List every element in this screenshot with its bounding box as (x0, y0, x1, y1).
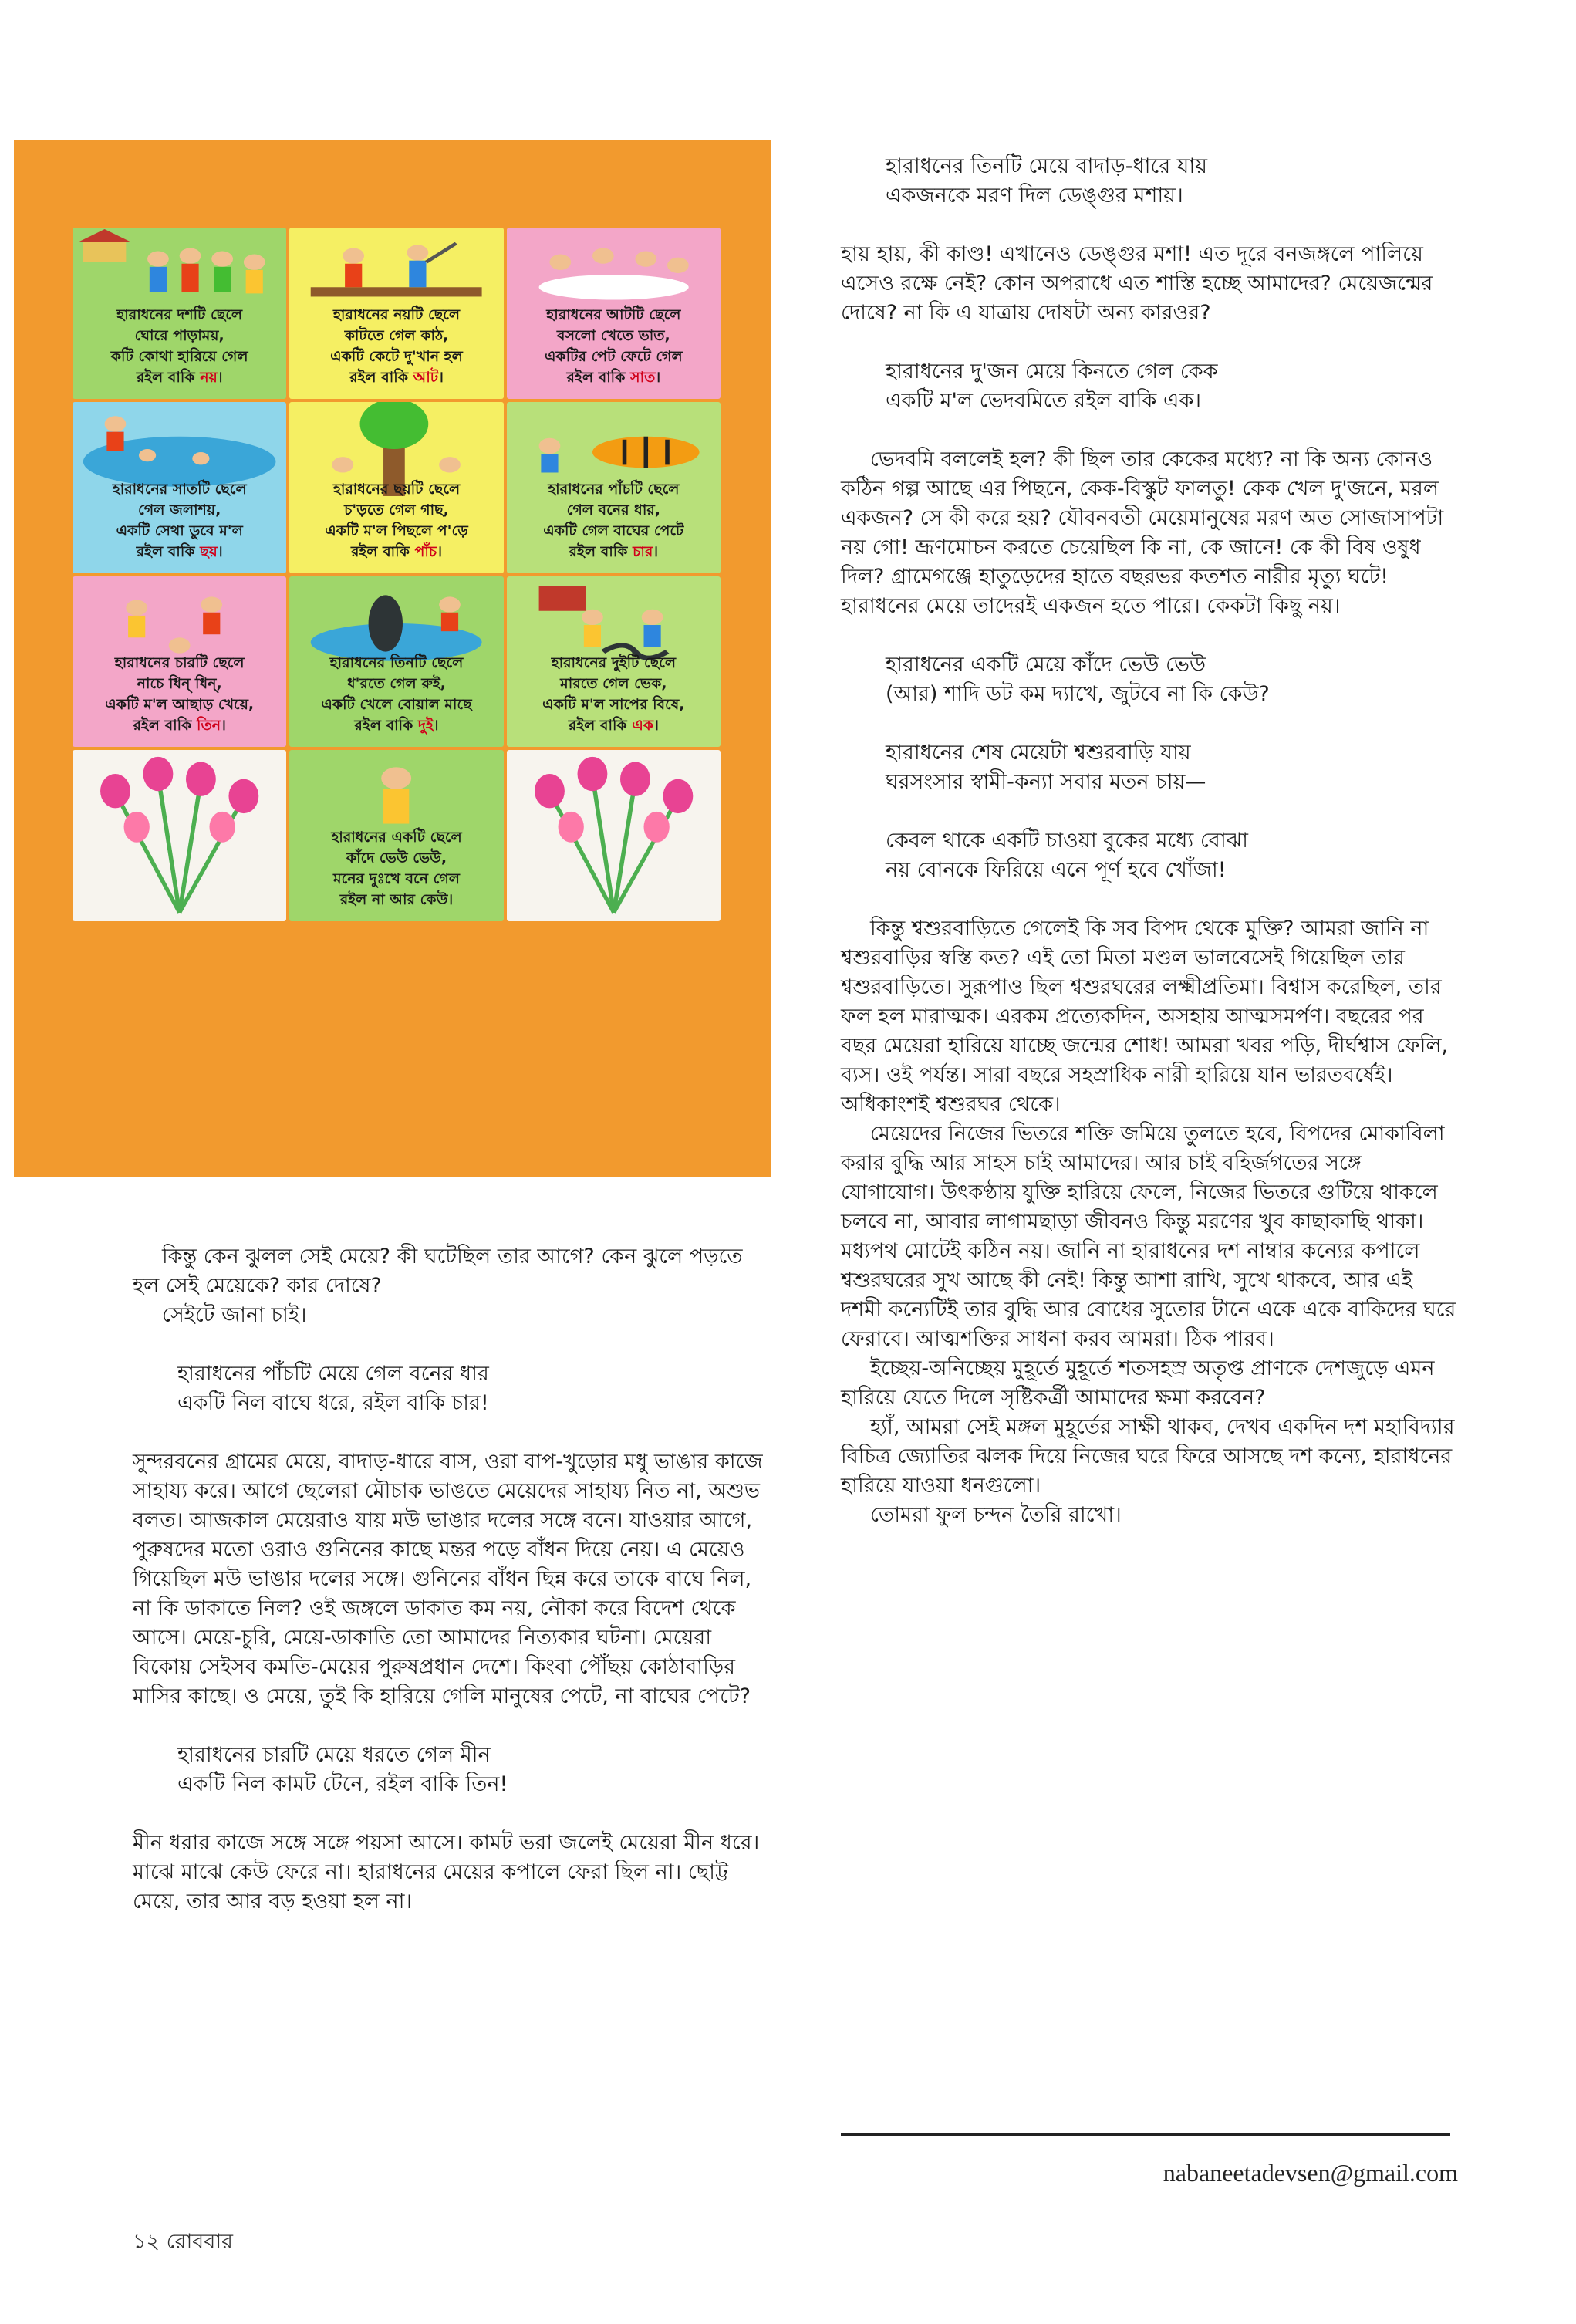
verse-line: (আর) শাদি ডট কম দ্যাখে, জুটবে না কি কেউ? (886, 682, 1270, 706)
panel-5 (289, 402, 503, 573)
verse-stanza (841, 357, 1458, 416)
verse-line: নয় বোনকে ফিরিয়ে এনে পূর্ণ হবে খোঁজা! (886, 858, 1227, 882)
paragraph: কিন্তু কেন ঝুলল সেই মেয়ে? কী ঘটেছিল তার আগে? কেন ঝুলে পড়তে হল সেই মেয়েকে? কার দোষে? (133, 1245, 743, 1298)
verse-line: হারাধনের দু'জন মেয়ে কিনতে গেল কেক (886, 360, 1218, 383)
panel-caption: হারাধনের তিনটি ছেলে ধ'রতে গেল রুই, একটি খেলে বোয়াল মাছে রইল বাকি দুই। (321, 654, 472, 735)
panel-caption: হারাধনের আটটি ছেলে বসলো খেতে ভাত, একটির পেট ফেটে গেল রইল বাকি সাত। (544, 306, 683, 386)
paragraph: ভেদবমি বললেই হল? কী ছিল তার কেকের মধ্যে? না কি অন্য কোনও কঠিন গল্প আছে এর পিছনে, কেক-বিস্কুট ফালতু! কেক খেল দু'জনে, মরল একজন? সে কী করে হয়? যৌবনবতী মেয়েমানুষের মরণ অত সোজাসাপটা নয় গো! ভ্রূণমোচন করতে চেয়েছিল কি না, কে জানে! কে কী বিষ ওষুধ দিল? গ্রামেগঞ্জে হাতুড়েদের হাতে বছরভর কতশত নারীর মৃত্যু ঘটে! হারাধনের মেয়ে তাদেরই একজন হতে পারে। কেকটা কিছু নয়। (841, 448, 1444, 618)
verse-line: একটি ম'ল ভেদবমিতে রইল বাকি এক। (886, 389, 1201, 413)
paragraph: মেয়েদের নিজের ভিতরে শক্তি জমিয়ে তুলতে হবে, বিপদের মোকাবিলা করার বুদ্ধি আর সাহস চাই আমাদের। আর চাই বহির্জগতের সঙ্গে যোগাযোগ। উৎকণ্ঠায় যুক্তি হারিয়ে ফেলে, নিজের ভিতরে গুটিয়ে থাকলে চলবে না, আবার লাগামছাড়া জীবনও কিন্তু মরণের খুব কাছাকাছি থাকা। মধ্যপথ মোটেই কঠিন নয়। জানি না হারাধনের দশ নাম্বার কন্যের কপালে শ্বশুরঘরের সুখ আছে কী নেই! কিন্তু আশা রাখি, সুখে থাকবে, আর এই দশমী কন্যেটিই তার বুদ্ধি আর বোধের সুতোর টানে একে একে বাকিদের ঘরে ফেরাবে। আত্মশক্তির সাধনা করব আমরা। ঠিক পারব। (841, 1122, 1456, 1351)
panel-10 (289, 750, 503, 921)
page-footer: ১২ রোববার (133, 2230, 234, 2254)
tulip-bouquet-image (507, 750, 721, 921)
panel-7 (73, 576, 286, 748)
panel-4 (73, 402, 286, 573)
panel-8 (289, 576, 503, 748)
verse-line: একটি নিল বাঘে ধরে, রইল বাকি চার! (177, 1391, 489, 1415)
verse-line: হারাধনের শেষ মেয়েটা শ্বশুরবাড়ি যায় (886, 741, 1191, 765)
verse-stanza (841, 738, 1458, 797)
paragraph: তোমরা ফুল চন্দন তৈরি রাখো। (870, 1503, 1122, 1527)
verse-stanza (841, 650, 1458, 709)
verse-line: একজনকে মরণ দিল ডেঙ্গুর মশায়। (886, 184, 1183, 208)
panel-caption: হারাধনের ছয়টি ছেলে চ'ড়তে গেল গাছ, একটি ম'ল পিছলে প'ড়ে রইল বাকি পাঁচ। (325, 480, 468, 560)
panel-caption: হারাধনের দুইটি ছেলে মারতে গেল ভেক, একটি ম'ল সাপের বিষে, রইল বাকি এক। (542, 654, 685, 735)
panel-3 (507, 228, 721, 399)
panel-2 (289, 228, 503, 399)
verse-stanza (133, 1360, 765, 1418)
verse-stanza (841, 152, 1458, 211)
verse-line: ঘরসংসার স্বামী-কন্যা সবার মতন চায়— (886, 770, 1206, 794)
tulip-bouquet-image (73, 750, 286, 921)
verse-stanza (133, 1741, 765, 1799)
verse-line: একটি নিল কামট টেনে, রইল বাকি তিন! (177, 1772, 508, 1796)
paragraph: কিন্তু শ্বশুরবাড়িতে গেলেই কি সব বিপদ থেকে মুক্তি? আমরা জানি না শ্বশুরবাড়ির স্বস্তি কত? এই তো মিতা মণ্ডল ভালবেসেই গিয়েছিল তার শ্বশুরবাড়িতে। সুরূপাও ছিল শ্বশুরঘরের লক্ষ্মীপ্রতিমা। বিশ্বাস করেছিল, তার ফল হল মারাত্মক। এরকম প্রত্যেকদিন, অসহায় আত্মসমর্পণ। বছরের পর বছর মেয়েরা হারিয়ে যাচ্ছে জন্মের শোধ! আমরা খবর পড়ি, দীর্ঘশ্বাস ফেলি, ব্যস। ওই পর্যন্ত। সারা বছরে সহস্রাধিক নারী হারিয়ে যান ভারতবর্ষেই। অধিকাংশই শ্বশুরঘর থেকে। (841, 917, 1449, 1116)
panel-9 (507, 576, 721, 748)
panel-1 (73, 228, 286, 399)
verse-stanza (841, 826, 1458, 885)
verse-line: হারাধনের পাঁচটি মেয়ে গেল বনের ধার (177, 1362, 489, 1386)
left-column (133, 1242, 765, 1946)
paragraph: মীন ধরার কাজে সঙ্গে সঙ্গে পয়সা আসে। কামট ভরা জলেই মেয়েরা মীন ধরে। মাঝে মাঝে কেউ ফেরে না। হারাধনের মেয়ের কপালে ফেরা ছিল না। ছোট্ট মেয়ে, তার আর বড় হওয়া হল না। (133, 1831, 760, 1914)
panel-caption: হারাধনের চারটি ছেলে নাচে ধিন্ ধিন্, একটি ম'ল আছাড় খেয়ে, রইল বাকি তিন। (105, 654, 255, 735)
verse-line: কেবল থাকে একটি চাওয়া বুকের মধ্যে বোঝা (886, 829, 1248, 853)
paragraph: ইচ্ছেয়-অনিচ্ছেয় মুহূর্তে মুহূর্তে শতসহস্র অতৃপ্ত প্রাণকে দেশজুড়ে এমন হারিয়ে যেতে দিলে সৃষ্টিকর্ত্রী আমাদের ক্ষমা করবেন? (841, 1356, 1435, 1410)
right-column (841, 152, 1458, 1530)
paragraph: হ্যাঁ, আমরা সেই মঙ্গল মুহূর্তের সাক্ষী থাকব, দেখব একদিন দশ মহাবিদ্যার বিচিত্র জ্যোতির ঝলক দিয়ে নিজের ঘরে ফিরে আসছে দশ কন্যে, হারাধনের হারিয়ে যাওয়া ধনগুলো। (841, 1415, 1455, 1498)
paragraph: সুন্দরবনের গ্রামের মেয়ে, বাদাড়-ধারে বাস, ওরা বাপ-খুড়োর মধু ভাঙার কাজে সাহায্য করে। আগে ছেলেরা মৌচাক ভাঙতে মেয়েদের সাহায্য নিত না, অশুভ বলত। আজকাল মেয়েরাও যায় মউ ভাঙার দলের সঙ্গে বনে। যাওয়ার আগে, পুরুষদের মতো ওরাও গুনিনের কাছে মন্তর পড়ে বাঁধন দিয়ে নেয়। এ মেয়েও গিয়েছিল মউ ভাঙার দলের সঙ্গে। গুনিনের বাঁধন ছিন্ন করে তাকে বাঘে নিল, না কি ডাকাতে নিল? ওই জঙ্গলে ডাকাত কম নয়, নৌকা করে বিদেশ থেকে আসে। মেয়ে-চুরি, মেয়ে-ডাকাতি তো আমাদের নিত্যকার ঘটনা। মেয়েরা বিকোয় সেইসব কমতি-মেয়ের পুরুষপ্রধান দেশে। কিংবা পৌঁছয় কোঠাবাড়ির মাসির কাছে। ও মেয়ে, তুই কি হারিয়ে গেলি মানুষের পেটে, না বাঘের পেটে? (133, 1450, 763, 1708)
paragraph: সেইটে জানা চাই। (162, 1303, 307, 1327)
panel-caption: হারাধনের পাঁচটি ছেলে গেল বনের ধার, একটি গেল বাঘের পেটে রইল বাকি চার। (543, 480, 684, 560)
author-email[interactable]: nabaneetadevsen@gmail.com (1163, 2159, 1458, 2187)
panel-caption: হারাধনের নয়টি ছেলে কাটতে গেল কাঠ, একটি কেটে দু'খান হল রইল বাকি আট। (330, 306, 463, 386)
panel-caption: হারাধনের দশটি ছেলে ঘোরে পাড়াময়, কটি কোথা হারিয়ে গেল রইল বাকি নয়। (110, 306, 248, 386)
rhyme-illustration (14, 140, 771, 1177)
rhyme-panel-grid (73, 228, 721, 1096)
panel-tulips-right (507, 750, 721, 921)
panel-tulips-left (73, 750, 286, 921)
divider (841, 2133, 1450, 2136)
panel-6 (507, 402, 721, 573)
verse-line: হারাধনের তিনটি মেয়ে বাদাড়-ধারে যায় (886, 154, 1208, 178)
panel-caption: হারাধনের একটি ছেলে কাঁদে ভেউ ভেউ, মনের দুঃখে বনে গেল রইল না আর কেউ। (331, 829, 462, 909)
verse-line: হারাধনের একটি মেয়ে কাঁদে ভেউ ভেউ (886, 653, 1206, 677)
paragraph: হায় হায়, কী কাণ্ড! এখানেও ডেঙ্গুর মশা! এত দূরে বনজঙ্গলে পালিয়ে এসেও রক্ষে নেই? কোন অপরাধে এত শাস্তি হচ্ছে আমাদের? মেয়েজন্মের দোষে? না কি এ যাত্রায় দোষটা অন্য কারওর? (841, 242, 1433, 325)
verse-line: হারাধনের চারটি মেয়ে ধরতে গেল মীন (177, 1743, 491, 1767)
panel-caption: হারাধনের সাতটি ছেলে গেল জলাশয়, একটি সেথা ডুবে ম'ল রইল বাকি ছয়। (112, 480, 247, 560)
